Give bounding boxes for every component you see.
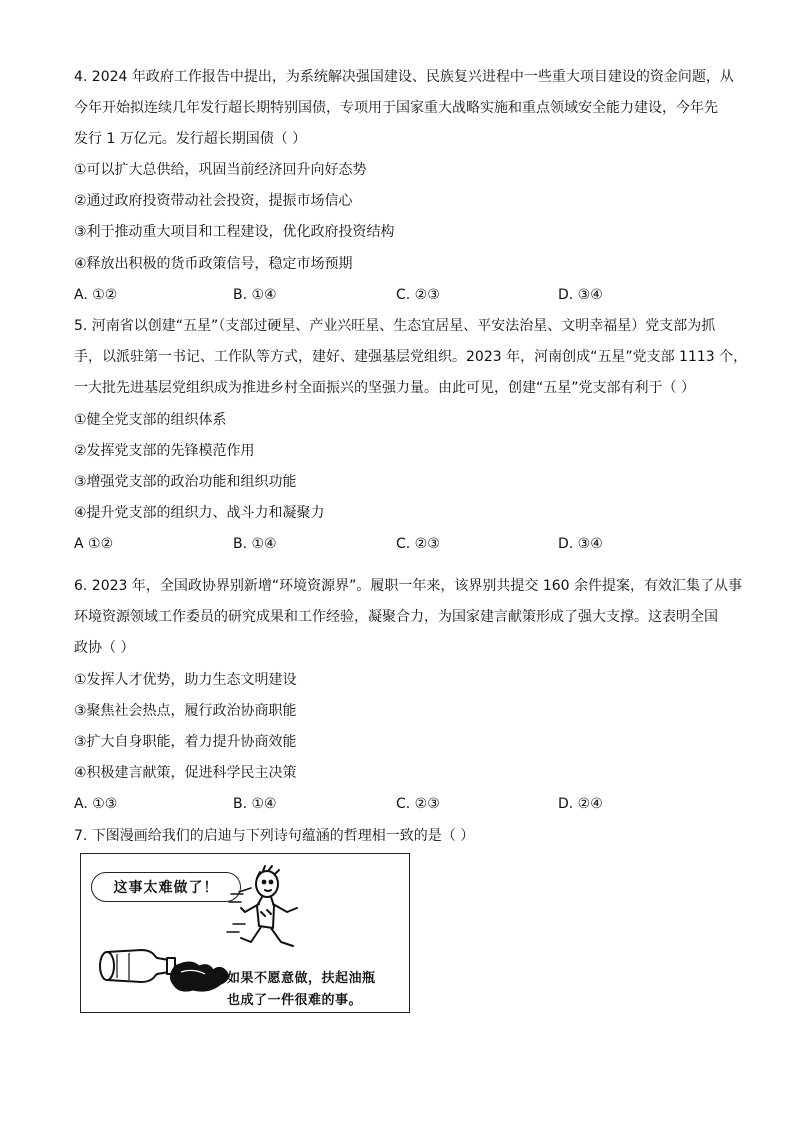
q7-stem: 7. 下图漫画给我们的启迪与下列诗句蕴涵的哲理相一致的是（ ） [74,828,475,844]
q4-stem-line: 发行 1 万亿元。发行超长期国债（ ） [74,131,307,147]
q4-item: ④释放出积极的货币政策信号，稳定市场预期 [74,256,353,272]
q5-option-c[interactable]: C. ②③ [396,536,440,552]
speech-bubble: 这事太难做了！ [91,872,241,902]
q6-item: ③聚焦社会热点，履行政治协商职能 [74,703,297,719]
comic-caption [227,968,407,1012]
q6-item: ④积极建言献策，促进科学民主决策 [74,765,297,781]
q4-stem-line: 今年开始拟连续几年发行超长期特别国债，专项用于国家重大战略实施和重点领域安全能力建设，今年先 [74,100,718,116]
q6-option-d[interactable]: D. ②④ [558,796,603,812]
q6-stem-line: 6. 2023 年，全国政协界别新增“环境资源界”。履职一年来，该界别共提交 160 余件提案，有效汇集了从事 [74,578,743,594]
comic-caption-line: 如果不愿意做，扶起油瓶 [227,971,376,986]
q6-option-b[interactable]: B. ①④ [233,796,277,812]
q4-item: ①可以扩大总供给，巩固当前经济回升向好态势 [74,162,367,178]
comic-caption-line: 也成了一件很难的事。 [227,993,363,1008]
q5-item: ④提升党支部的组织力、战斗力和凝聚力 [74,505,325,521]
q4-item: ②通过政府投资带动社会投资，提振市场信心 [74,193,353,209]
q5-stem-line: 手，以派驻第一书记、工作队等方式，建好、建强基层党组织。2023 年，河南创成“五星”党支部 1113 个， [74,349,748,365]
q6-item: ①发挥人才优势，助力生态文明建设 [74,672,297,688]
q4-option-c[interactable]: C. ②③ [396,287,440,303]
q5-item: ③增强党支部的政治功能和组织功能 [74,474,297,490]
q6-option-a[interactable]: A. ①③ [74,796,118,812]
q4-item: ③利于推动重大项目和工程建设，优化政府投资结构 [74,224,395,240]
q5-item: ②发挥党支部的先锋模范作用 [74,443,255,459]
q5-stem-line: 5. 河南省以创建“五星”（支部过硬星、产业兴旺星、生态宜居星、平安法治星、文明幸福星）党支部为抓 [74,318,716,334]
q6-stem-line: 政协（ ） [74,640,135,656]
q4-stem-line: 4. 2024 年政府工作报告中提出，为系统解决强国建设、民族复兴进程中一些重大项目建设的资金问题，从 [74,69,734,85]
q5-option-b[interactable]: B. ①④ [233,536,277,552]
q5-stem-line: 一大批先进基层党组织成为推进乡村全面振兴的坚强力量。由此可见，创建“五星”党支部有利于（ ） [74,380,695,396]
q4-option-d[interactable]: D. ③④ [558,287,603,303]
q5-option-d[interactable]: D. ③④ [558,536,603,552]
q5-item: ①健全党支部的组织体系 [74,412,227,428]
q6-item: ③扩大自身职能，着力提升协商效能 [74,734,297,750]
q4-option-b[interactable]: B. ①④ [233,287,277,303]
comic-illustration [80,853,410,1013]
q4-option-a[interactable]: A. ①② [74,287,118,303]
q6-stem-line: 环境资源领域工作委员的研究成果和工作经验，凝聚合力，为国家建言献策形成了强大支撑。这表明全国 [74,609,718,625]
q6-option-c[interactable]: C. ②③ [396,796,440,812]
q5-option-a[interactable]: A ①② [74,536,114,552]
